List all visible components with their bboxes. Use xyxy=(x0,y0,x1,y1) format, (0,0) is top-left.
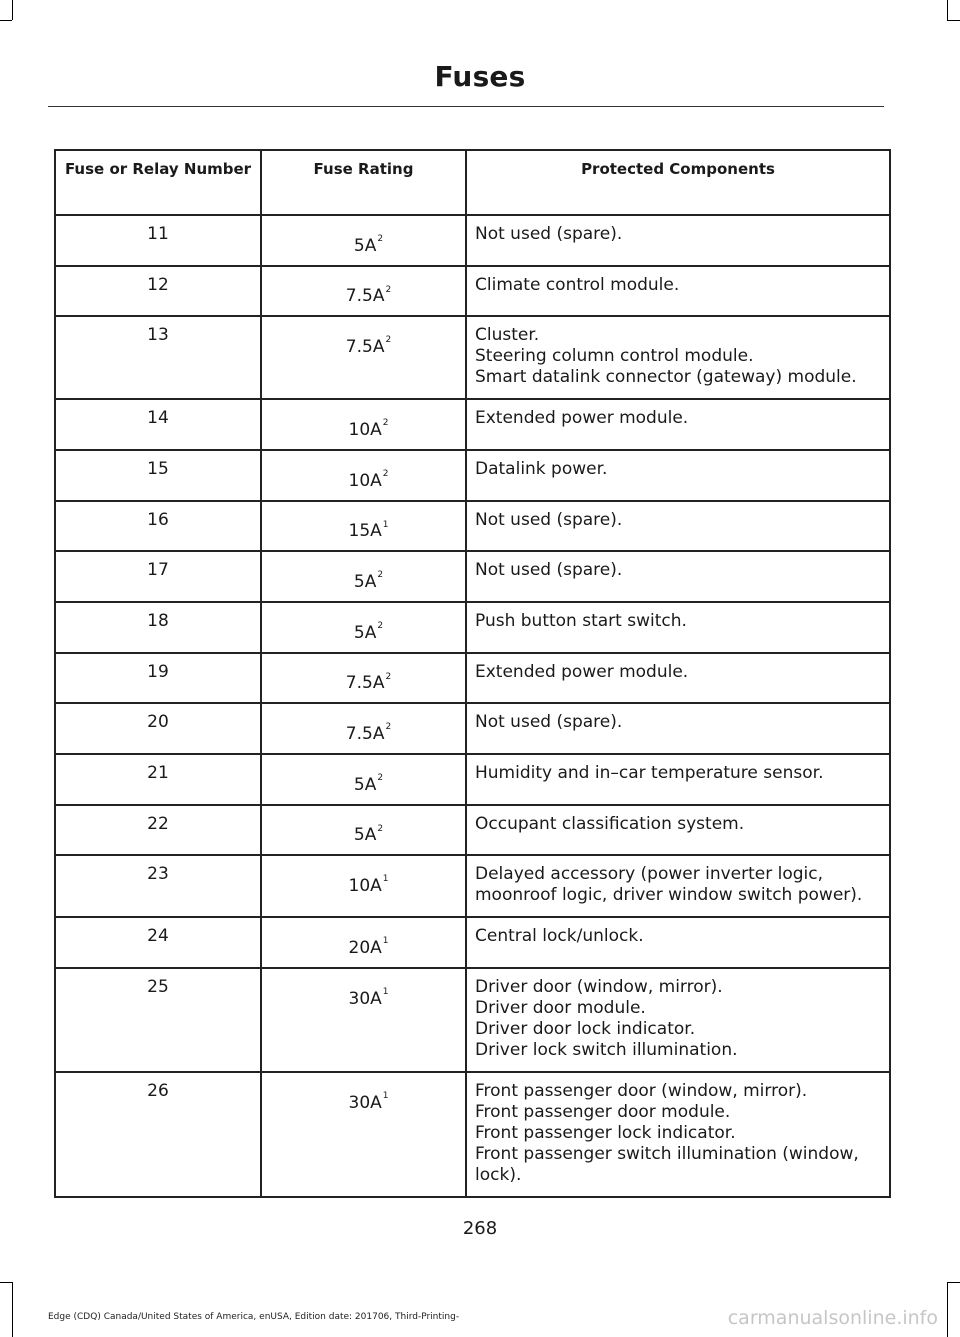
table-row xyxy=(55,399,890,450)
footer-edition-text: Edge (CDQ) Canada/United States of America, enUSA, Edition date: 201706, Third-Printing- xyxy=(48,1312,460,1322)
protected-component-line: Front passenger lock indicator. xyxy=(475,1122,736,1143)
protected-component-line: Driver door lock indicator. xyxy=(475,1018,696,1039)
fuse-rating-amps: 7.5A xyxy=(345,723,385,744)
protected-component-line: Cluster. xyxy=(475,325,540,346)
fuse-rating-value xyxy=(353,772,384,795)
protected-component-line: Datalink power. xyxy=(475,458,608,479)
protected-component-line: Not used (spare). xyxy=(475,224,623,244)
protected-components-cell xyxy=(466,450,890,501)
fuse-rating-footnote: 2 xyxy=(385,671,392,682)
fuse-rating-amps: 5A xyxy=(353,235,377,256)
fuse-rating-amps: 5A xyxy=(353,774,377,795)
fuse-rating-value xyxy=(354,236,383,256)
fuse-rating-footnote: 2 xyxy=(385,335,392,346)
fuse-rating-amps: 20A xyxy=(348,937,382,958)
fuse-number-cell: 21 xyxy=(55,754,261,805)
fuse-rating-cell xyxy=(261,703,466,754)
fuse-rating-amps: 5A xyxy=(353,622,377,643)
fuse-rating-value xyxy=(348,468,389,491)
fuse-table-body xyxy=(55,215,890,1197)
protected-components-cell xyxy=(466,1072,890,1197)
fuse-rating-footnote: 2 xyxy=(385,284,392,295)
fuse-rating-value xyxy=(348,986,389,1009)
fuse-rating-value xyxy=(346,724,391,744)
fuse-rating-cell xyxy=(261,399,466,450)
fuse-rating-footnote: 2 xyxy=(377,620,384,631)
title-divider xyxy=(48,106,884,107)
fuse-rating-value xyxy=(349,876,389,896)
protected-component-line: Not used (spare). xyxy=(475,509,623,530)
fuse-rating-value xyxy=(346,673,391,693)
fuse-rating-cell xyxy=(261,316,466,399)
protected-component-line: Extended power module. xyxy=(475,408,689,429)
fuse-number-cell: 15 xyxy=(55,450,261,501)
fuse-rating-amps: 7.5A xyxy=(345,286,385,307)
crop-mark-top-right-horizontal xyxy=(947,20,960,21)
protected-components-cell xyxy=(466,399,890,450)
header-protected-components: Protected Components xyxy=(466,150,890,215)
fuse-rating-value xyxy=(353,620,384,643)
fuse-rating-footnote: 1 xyxy=(382,936,389,947)
protected-components-cell xyxy=(466,501,890,552)
fuse-rating-amps: 30A xyxy=(348,988,382,1009)
fuse-rating-amps: 5A xyxy=(353,825,377,846)
table-row xyxy=(55,215,890,266)
protected-component-line: Push button start switch. xyxy=(475,610,687,631)
fuse-rating-cell xyxy=(261,602,466,653)
fuse-rating-footnote: 2 xyxy=(382,468,389,479)
table-row xyxy=(55,968,890,1072)
fuse-rating-cell xyxy=(261,266,466,317)
protected-component-line: Steering column control module. xyxy=(475,346,754,367)
fuse-number-cell: 20 xyxy=(55,703,261,754)
protected-components-cell xyxy=(466,316,890,399)
fuse-number-cell: 11 xyxy=(55,215,261,266)
fuse-rating-cell xyxy=(261,1072,466,1197)
fuse-rating-footnote: 2 xyxy=(382,418,389,429)
fuse-rating-footnote: 1 xyxy=(382,519,389,530)
fuse-rating-cell xyxy=(261,501,466,552)
fuse-rating-cell xyxy=(261,917,466,968)
crop-mark-top-left-horizontal xyxy=(0,20,12,21)
fuse-rating-footnote: 1 xyxy=(382,986,389,997)
fuse-number-cell: 14 xyxy=(55,399,261,450)
fuse-rating-value xyxy=(354,572,383,592)
fuse-number-cell: 17 xyxy=(55,551,261,602)
fuse-number-cell: 18 xyxy=(55,602,261,653)
fuse-rating-value xyxy=(349,420,389,440)
table-row xyxy=(55,754,890,805)
fuse-rating-cell xyxy=(261,450,466,501)
protected-component-line: Central lock/unlock. xyxy=(475,926,644,947)
header-fuse-rating: Fuse Rating xyxy=(261,150,466,215)
fuse-rating-value xyxy=(354,825,383,845)
table-row xyxy=(55,316,890,399)
protected-component-line: Driver door (window, mirror). xyxy=(475,976,723,997)
fuse-rating-amps: 7.5A xyxy=(345,336,385,357)
fuse-rating-footnote: 2 xyxy=(385,722,392,733)
protected-components-cell xyxy=(466,551,890,602)
protected-components-cell xyxy=(466,968,890,1072)
protected-component-line: Front passenger door module. xyxy=(475,1101,731,1122)
crop-mark-top-left-vertical xyxy=(12,0,13,20)
crop-mark-bottom-right-vertical xyxy=(947,1282,948,1337)
fuse-rating-amps: 7.5A xyxy=(345,673,385,694)
fuse-rating-cell xyxy=(261,551,466,602)
fuse-rating-amps: 10A xyxy=(348,875,382,896)
fuse-rating-cell xyxy=(261,754,466,805)
table-row xyxy=(55,501,890,552)
protected-component-line: Extended power module. xyxy=(475,661,689,682)
fuse-number-cell: 25 xyxy=(55,968,261,1072)
crop-mark-bottom-left-horizontal xyxy=(0,1282,12,1283)
fuse-rating-amps: 10A xyxy=(348,470,382,491)
protected-components-cell xyxy=(466,703,890,754)
fuse-table xyxy=(54,149,891,1198)
table-row xyxy=(55,703,890,754)
protected-components-cell xyxy=(466,602,890,653)
protected-component-line: Occupant classification system. xyxy=(475,813,745,834)
protected-components-cell xyxy=(466,266,890,317)
fuse-number-cell: 12 xyxy=(55,266,261,317)
fuse-rating-amps: 10A xyxy=(348,419,382,440)
fuse-rating-value xyxy=(346,286,391,306)
page-number: 268 xyxy=(462,1218,498,1239)
protected-component-line: Climate control module. xyxy=(475,274,680,295)
crop-mark-bottom-left-vertical xyxy=(12,1282,13,1337)
fuse-rating-cell xyxy=(261,653,466,704)
fuse-rating-value xyxy=(349,938,389,958)
fuse-number-cell: 22 xyxy=(55,805,261,856)
fuse-rating-amps: 5A xyxy=(353,571,377,592)
table-row xyxy=(55,602,890,653)
fuse-rating-amps: 15A xyxy=(348,521,382,542)
fuse-number-cell: 16 xyxy=(55,501,261,552)
protected-components-cell xyxy=(466,917,890,968)
fuse-rating-cell xyxy=(261,215,466,266)
fuse-rating-footnote: 2 xyxy=(377,823,384,834)
fuse-rating-amps: 30A xyxy=(348,1092,382,1113)
fuse-number-cell: 19 xyxy=(55,653,261,704)
watermark-logo: carmanualsonline.info xyxy=(727,1307,938,1329)
crop-mark-bottom-right-horizontal xyxy=(947,1282,960,1283)
fuse-rating-footnote: 1 xyxy=(382,1090,389,1101)
fuse-rating-cell xyxy=(261,805,466,856)
protected-component-line: Not used (spare). xyxy=(475,560,623,581)
protected-component-line: Humidity and in–car temperature sensor. xyxy=(475,762,824,783)
fuse-rating-footnote: 2 xyxy=(377,772,384,783)
crop-mark-top-right-vertical xyxy=(947,0,948,20)
page-title: Fuses xyxy=(434,60,526,93)
protected-component-line: Not used (spare). xyxy=(475,712,623,733)
fuse-rating-footnote: 2 xyxy=(377,570,384,581)
protected-components-cell xyxy=(466,855,890,917)
header-fuse-number: Fuse or Relay Number xyxy=(55,150,261,215)
table-row xyxy=(55,551,890,602)
fuse-rating-cell xyxy=(261,968,466,1072)
protected-component-line: Delayed accessory (power inverter logic, moonroof logic, driver window switch power). xyxy=(475,864,863,906)
fuse-number-cell: 26 xyxy=(55,1072,261,1197)
fuse-rating-value xyxy=(348,1090,389,1113)
table-row xyxy=(55,653,890,704)
fuse-rating-footnote: 1 xyxy=(382,874,389,885)
protected-component-line: Driver lock switch illumination. xyxy=(475,1039,738,1060)
fuse-rating-value xyxy=(346,337,391,357)
table-row xyxy=(55,266,890,317)
protected-components-cell xyxy=(466,653,890,704)
fuse-rating-cell xyxy=(261,855,466,917)
fuse-rating-footnote: 2 xyxy=(377,234,384,244)
table-row xyxy=(55,805,890,856)
table-row xyxy=(55,1072,890,1197)
protected-component-line: Front passenger door (window, mirror). xyxy=(475,1080,808,1101)
protected-components-cell xyxy=(466,754,890,805)
protected-component-line: Smart datalink connector (gateway) module. xyxy=(475,367,857,388)
table-row xyxy=(55,450,890,501)
protected-component-line: Front passenger switch illumination (window, lock). xyxy=(475,1143,859,1185)
protected-component-line: Driver door module. xyxy=(475,997,646,1018)
table-row xyxy=(55,855,890,917)
table-row xyxy=(55,917,890,968)
protected-components-cell xyxy=(466,805,890,856)
fuse-number-cell: 24 xyxy=(55,917,261,968)
fuse-number-cell: 23 xyxy=(55,855,261,917)
protected-components-cell xyxy=(466,215,890,266)
fuse-number-cell: 13 xyxy=(55,316,261,399)
table-header-row xyxy=(55,150,890,215)
fuse-rating-value xyxy=(349,521,389,541)
